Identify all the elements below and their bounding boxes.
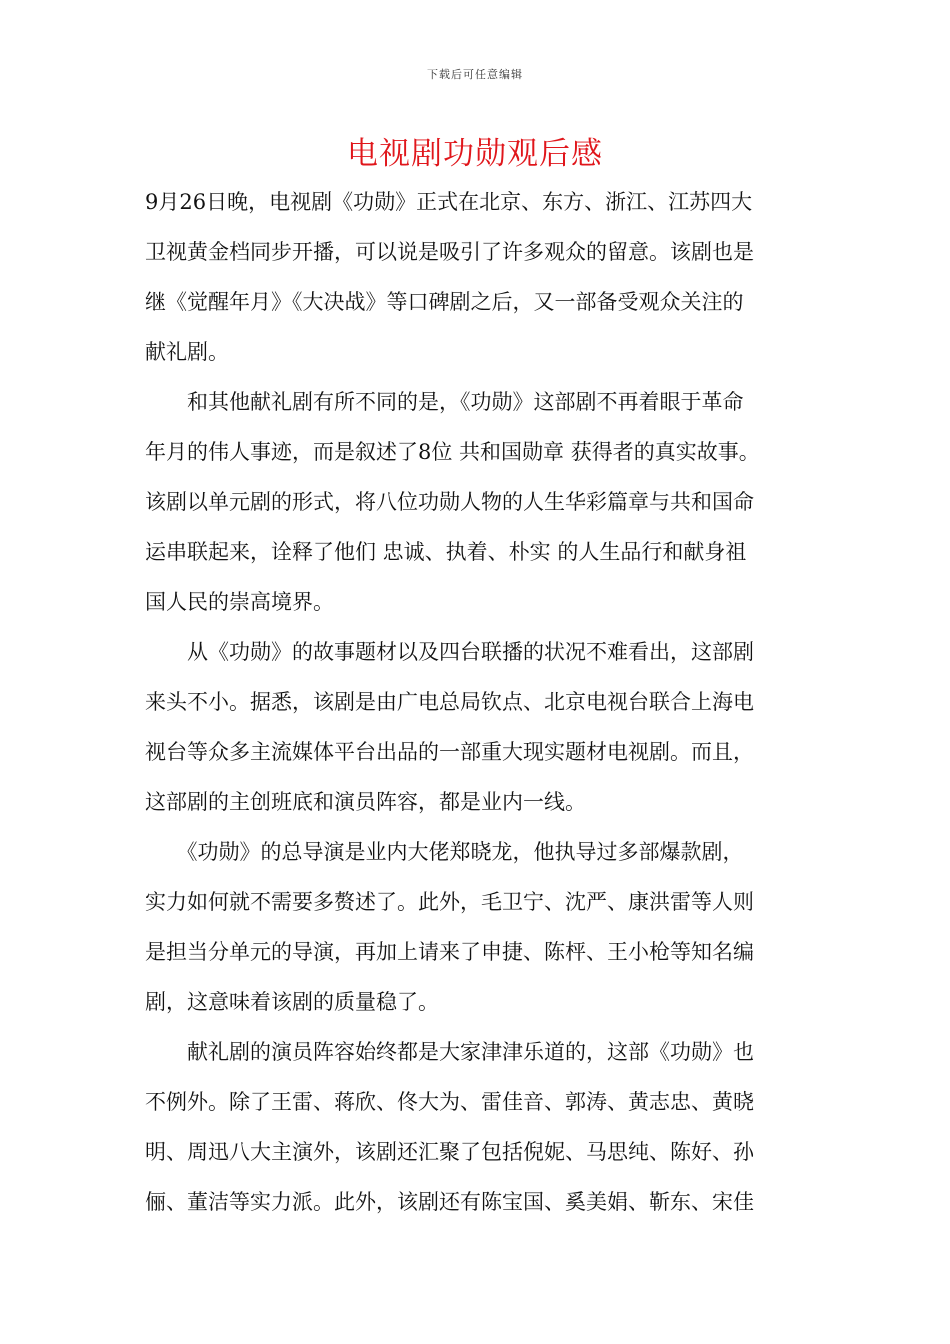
text-line: 献礼剧的演员阵容始终都是大家津津乐道的，这部《功勋》也	[145, 1040, 754, 1064]
text-line: 该剧以单元剧的形式，将八位功勋人物的人生华彩篇章与共和国命	[145, 490, 754, 514]
paragraph-2	[145, 377, 825, 627]
paragraph-1	[145, 177, 825, 377]
text-line: 实力如何就不需要多赘述了。此外，毛卫宁、沈严、康洪雷等人则	[145, 890, 754, 914]
text-line: 年月的伟人事迹，而是叙述了8位 共和国勋章 获得者的真实故事。	[145, 440, 760, 464]
document-body	[145, 177, 825, 1227]
text-line: 继《觉醒年月》《大决战》等口碑剧之后，又一部备受观众关注的	[145, 290, 744, 314]
text-line: 国人民的崇高境界。	[145, 590, 334, 614]
paragraph-4	[145, 827, 825, 1027]
text-line: 这部剧的主创班底和演员阵容，都是业内一线。	[145, 790, 586, 814]
text-line: 明、周迅八大主演外，该剧还汇聚了包括倪妮、马思纯、陈好、孙	[145, 1140, 754, 1164]
text-line: 《功勋》的总导演是业内大佬郑晓龙，他执导过多部爆款剧，	[145, 840, 744, 864]
paragraph-5	[145, 1027, 825, 1227]
document-title: 电视剧功勋观后感	[347, 136, 603, 172]
text-line: 运串联起来，诠释了他们 忠诚、执着、朴实 的人生品行和献身祖	[145, 540, 747, 564]
text-line: 来头不小。据悉，该剧是由广电总局钦点、北京电视台联合上海电	[145, 690, 754, 714]
text-line: 9月26日晚，电视剧《功勋》正式在北京、东方、浙江、江苏四大	[145, 190, 753, 214]
text-line: 和其他献礼剧有所不同的是，《功勋》这部剧不再着眼于革命	[145, 390, 744, 414]
text-line: 献礼剧。	[145, 340, 229, 364]
text-line: 是担当分单元的导演，再加上请来了申捷、陈枰、王小枪等知名编	[145, 940, 754, 964]
text-line: 从《功勋》的故事题材以及四台联播的状况不难看出，这部剧	[145, 640, 754, 664]
text-line: 俪、董洁等实力派。此外，该剧还有陈宝国、奚美娟、靳东、宋佳	[145, 1190, 754, 1214]
text-line: 卫视黄金档同步开播，可以说是吸引了许多观众的留意。该剧也是	[145, 240, 754, 264]
text-line: 视台等众多主流媒体平台出品的一部重大现实题材电视剧。而且，	[145, 740, 754, 764]
header-note: 下载后可任意编辑	[427, 68, 523, 81]
paragraph-3	[145, 627, 825, 827]
text-line: 剧，这意味着该剧的质量稳了。	[145, 990, 439, 1014]
text-line: 不例外。除了王雷、蒋欣、佟大为、雷佳音、郭涛、黄志忠、黄晓	[145, 1090, 754, 1114]
